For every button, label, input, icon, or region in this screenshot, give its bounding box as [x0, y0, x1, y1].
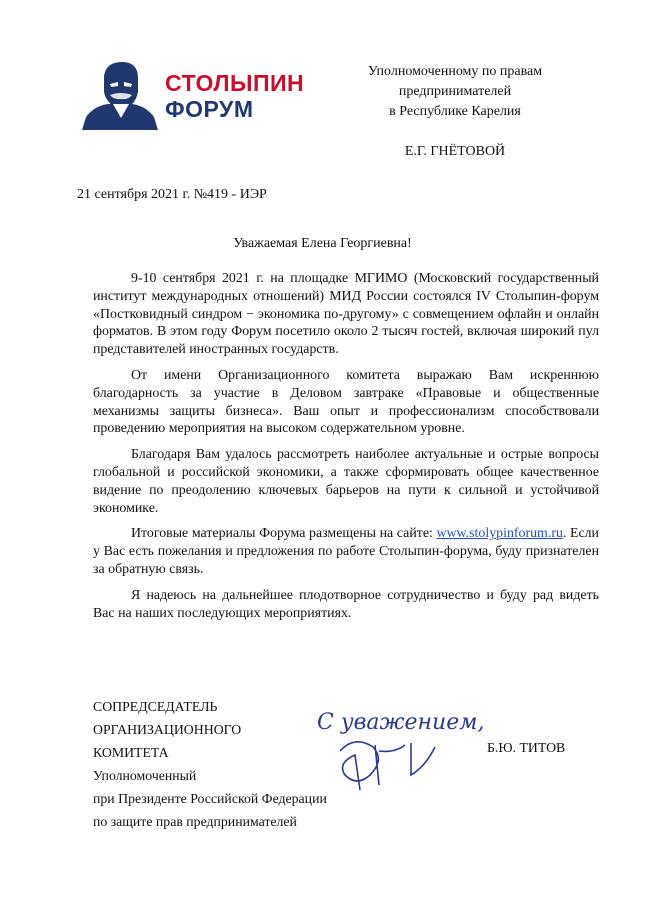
logo-title-line1: СТОЛЫПИН [165, 70, 305, 96]
addressee-block [340, 62, 570, 122]
salutation: Уважаемая Елена Георгиевна! [233, 236, 412, 251]
letter-reference: 21 сентября 2021 г. №419 - ИЭР [77, 187, 267, 202]
signatory-line: ОРГАНИЗАЦИОННОГО [93, 722, 242, 737]
letter-body [93, 270, 599, 630]
addressee-line: предпринимателей [398, 84, 512, 99]
stolypin-forum-logo [80, 62, 320, 132]
recipient-name: Е.Г. ГНЁТОВОЙ [404, 144, 506, 159]
handwritten-signature [315, 705, 490, 795]
signatory-line: Уполномоченный [93, 768, 197, 783]
body-text: Итоговые материалы Форума размещены на сайте: [131, 526, 437, 542]
signatory-line: при Президенте Российской Федерации [93, 791, 327, 806]
signatory-title-block [93, 695, 327, 833]
signatory-line: СОПРЕДСЕДАТЕЛЬ [93, 699, 218, 714]
body-paragraph: Я надеюсь на дальнейшее плодотворное сотрудничество и буду рад видеть Вас на наших последующих мероприятиях. [93, 587, 599, 621]
body-text: . Если у Вас есть пожелания и предложения по работе Столыпин-форума, буду признателен за обратную связь. [93, 526, 599, 577]
website-link[interactable]: www.stolypinforum.ru [436, 526, 563, 542]
addressee-line: в Республике Карелия [389, 104, 521, 119]
handwritten-greeting: С уважением, [317, 710, 485, 735]
body-paragraph: Благодаря Вам удалось рассмотреть наиболее актуальные и острые вопросы глобальной и российской экономики, а также сформировать общее качественное видение по преодолению ключевых барьеров на пути к сильной и устойчивой экономике. [93, 447, 599, 516]
logo-title-line2: ФОРУМ [165, 96, 254, 122]
signatory-line: КОМИТЕТА [93, 745, 169, 760]
stolypin-portrait-icon [80, 62, 160, 130]
addressee-line: Уполномоченному по правам [367, 64, 543, 79]
body-paragraph [93, 525, 599, 578]
signer-name: Б.Ю. ТИТОВ [487, 740, 566, 755]
body-paragraph: От имени Организационного комитета выражаю Вам искреннюю благодарность за участие в Деловом завтраке «Правовые и общественные механизмы защиты бизнеса». Ваш опыт и профессионализм способствовали проведению мероприятия на высоком содержательном уровне. [93, 367, 599, 437]
body-paragraph: 9-10 сентября 2021 г. на площадке МГИМО (Московский государственный институт международных отношений) МИД России состоялся IV Столыпин-форум «Постковидный синдром − экономика по-другому» с совмещением офлайн и онлайн форматов. В этом году Форум посетило около 2 тысяч гостей, включая широкий пул представителей иностранных государств. [93, 271, 599, 358]
signatory-line: по защите прав предпринимателей [93, 814, 297, 829]
